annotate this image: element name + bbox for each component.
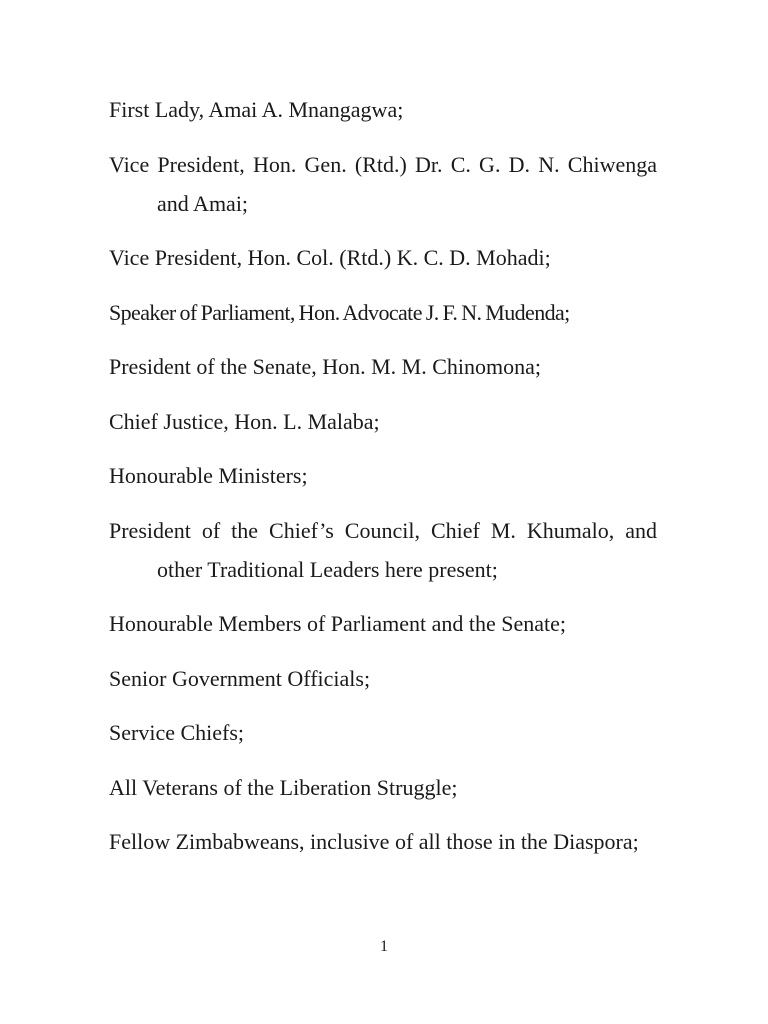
page-number: 1: [380, 938, 388, 955]
salutation-list: [109, 90, 657, 877]
salutation-liberation-veterans: All Veterans of the Liberation Struggle;: [109, 774, 458, 800]
salutation-members-of-parliament: Honourable Members of Parliament and the Senate;: [109, 611, 566, 636]
salutation-chief-justice: Chief Justice, Hon. L. Malaba;: [109, 408, 380, 434]
salutation-service-chiefs: Service Chiefs;: [109, 720, 245, 745]
salutation-chiefs-council: President of the Chief’s Council, Chief M. Khumalo, and other Traditional Leaders here present;: [109, 517, 657, 582]
salutation-fellow-zimbabweans: Fellow Zimbabweans, inclusive of all those in the Diaspora;: [109, 829, 639, 854]
salutation-speaker-of-parliament: Speaker of Parliament, Hon. Advocate J. F. N. Mudenda;: [109, 299, 570, 325]
salutation-first-lady: First Lady, Amai A. Mnangagwa;: [109, 97, 404, 122]
salutation-president-of-senate: President of the Senate, Hon. M. M. Chinomona;: [109, 354, 542, 379]
salutation-vice-president-chiwenga: Vice President, Hon. Gen. (Rtd.) Dr. C. G. D. N. Chiwenga and Amai;: [109, 151, 657, 216]
salutation-government-officials: Senior Government Officials;: [109, 665, 371, 691]
salutation-honourable-ministers: Honourable Ministers;: [109, 463, 308, 488]
salutation-vice-president-mohadi: Vice President, Hon. Col. (Rtd.) K. C. D. Mohadi;: [109, 245, 551, 270]
